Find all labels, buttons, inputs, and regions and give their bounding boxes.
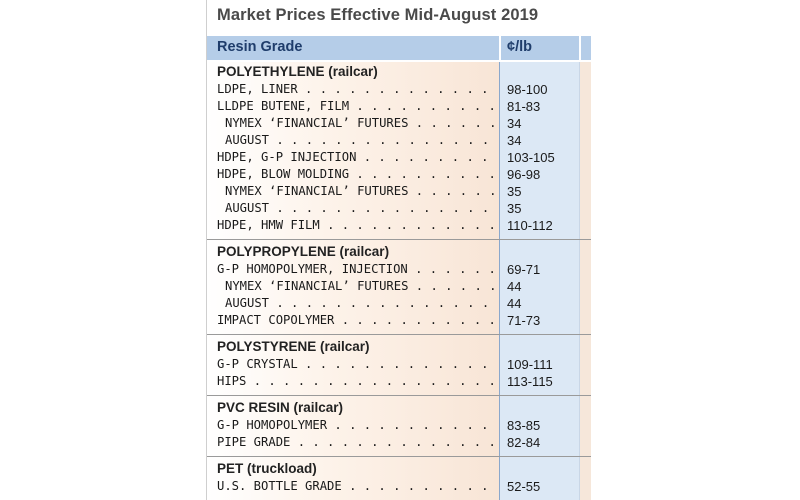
- resin-grade-label: LDPE, LINER . . .: [217, 82, 497, 96]
- table-row: [207, 184, 591, 201]
- price-value: 69-71: [507, 262, 541, 277]
- table-row: [207, 201, 591, 218]
- resin-grade-label: NYMEX ‘FINANCIAL’ FUTURES . . .: [225, 184, 497, 198]
- section-title: PVC RESIN (railcar): [217, 400, 344, 415]
- table-row: [207, 418, 591, 435]
- resin-grade-label: HDPE, BLOW MOLDING . . .: [217, 167, 497, 181]
- price-value: 83-85: [507, 418, 541, 433]
- table-header: [207, 36, 591, 62]
- table-row: [207, 479, 591, 496]
- price-table-panel: [206, 0, 591, 500]
- table-row: [207, 435, 591, 452]
- price-value: 34: [507, 133, 522, 148]
- price-value: 71-73: [507, 313, 541, 328]
- price-value: 44: [507, 296, 522, 311]
- price-value: 82-84: [507, 435, 541, 450]
- table-row: [207, 296, 591, 313]
- table-row: [207, 313, 591, 330]
- resin-grade-label: HDPE, G-P INJECTION . . .: [217, 150, 497, 164]
- table-row: [207, 133, 591, 150]
- price-value: 81-83: [507, 99, 541, 114]
- resin-grade-label: AUGUST . . .: [225, 296, 497, 310]
- resin-grade-label: G-P CRYSTAL . . .: [217, 357, 497, 371]
- resin-grade-label: AUGUST . . .: [225, 133, 497, 147]
- price-value: 34: [507, 116, 522, 131]
- resin-grade-label: NYMEX ‘FINANCIAL’ FUTURES . . .: [225, 279, 497, 293]
- price-value: 103-105: [507, 150, 555, 165]
- resin-grade-label: HDPE, HMW FILM . . .: [217, 218, 497, 232]
- table-row: [207, 116, 591, 133]
- header-separator: [499, 36, 501, 60]
- table-row: [207, 167, 591, 184]
- resin-grade-label: IMPACT COPOLYMER . . .: [217, 313, 497, 327]
- table-row: [207, 218, 591, 235]
- table-row: [207, 279, 591, 296]
- table-row: [207, 82, 591, 99]
- price-value: 35: [507, 201, 522, 216]
- table-row: [207, 374, 591, 391]
- table-row: [207, 357, 591, 374]
- resin-grade-label: NYMEX ‘FINANCIAL’ FUTURES . . .: [225, 116, 497, 130]
- section-title: POLYPROPYLENE (railcar): [217, 244, 390, 259]
- header-price-unit: ¢/lb: [507, 39, 532, 55]
- resin-grade-label: G-P HOMOPOLYMER . . .: [217, 418, 497, 432]
- price-value: 35: [507, 184, 522, 199]
- section-divider: [207, 334, 591, 335]
- section-title: POLYSTYRENE (railcar): [217, 339, 370, 354]
- price-value: 44: [507, 279, 522, 294]
- section-title: POLYETHYLENE (railcar): [217, 64, 378, 79]
- table-row: [207, 262, 591, 279]
- header-separator-right: [579, 36, 581, 60]
- resin-grade-label: LLDPE BUTENE, FILM . . .: [217, 99, 497, 113]
- header-resin-grade: Resin Grade: [217, 39, 303, 55]
- section-divider: [207, 456, 591, 457]
- section-divider: [207, 395, 591, 396]
- section-title: PET (truckload): [217, 461, 317, 476]
- section-divider: [207, 239, 591, 240]
- resin-grade-label: PIPE GRADE . . .: [217, 435, 497, 449]
- table-row: [207, 99, 591, 116]
- table-row: [207, 150, 591, 167]
- price-value: 96-98: [507, 167, 541, 182]
- resin-grade-label: G-P HOMOPOLYMER, INJECTION . . .: [217, 262, 497, 276]
- resin-grade-label: U.S. BOTTLE GRADE . . .: [217, 479, 497, 493]
- resin-grade-label: HIPS . . .: [217, 374, 497, 388]
- price-value: 52-55: [507, 479, 541, 494]
- resin-grade-label: AUGUST . . .: [225, 201, 497, 215]
- price-value: 98-100: [507, 82, 548, 97]
- price-value: 113-115: [507, 374, 553, 389]
- price-value: 110-112: [507, 218, 553, 233]
- price-value: 109-111: [507, 357, 553, 372]
- table-title: Market Prices Effective Mid-August 2019: [217, 6, 539, 24]
